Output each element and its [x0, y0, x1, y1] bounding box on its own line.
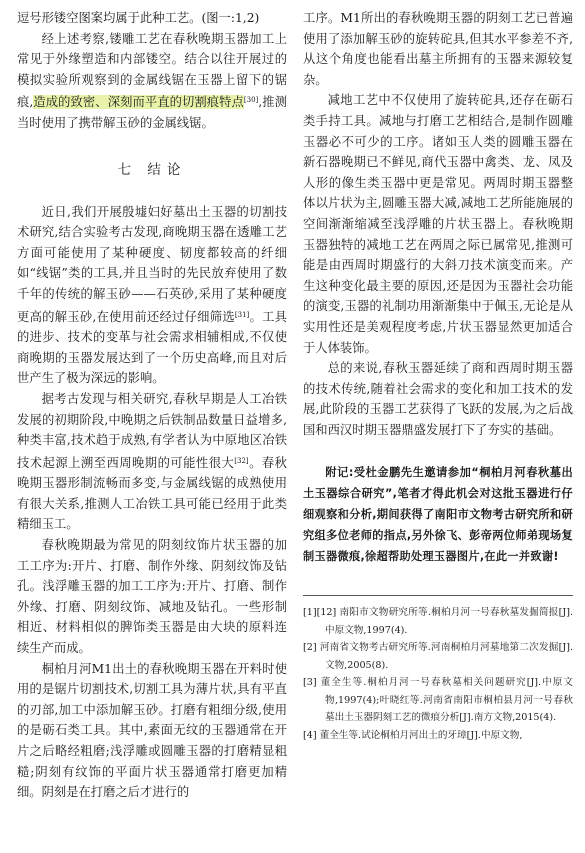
- footnote-divider: [303, 595, 573, 596]
- paragraph: 春秋晚期最为常见的阴刻纹饰片状玉器的加工工序为:开片、打磨、制作外缘、阴刻纹饰及钻孔。浅浮雕玉器的加工工序为:开片、打磨、制作外缘、打磨、阴刻纹饰、减地及钻孔。一些形制相近、材料相似的脾饰类玉器是由大块的原料连续生产而成。: [17, 538, 287, 656]
- reference-item: [2] 河南省文物考古研究所等.河南桐柏月河墓地第二次发掘[J].文物,2005(8).: [303, 642, 573, 671]
- text-span: ,推测当时使用了携带解玉砂的金属线锯。: [17, 95, 287, 130]
- reference-list: [303, 604, 573, 744]
- paragraph: [17, 29, 287, 134]
- paragraph: 减地工艺中不仅使用了旋转砣具,还存在砺石类手持工具。减地与打磨工艺相结合,是制作圆雕玉器必不可少的工序。诸如玉人类的圆雕玉器在新石器晚期已不鲜见,商代玉器中禽类、龙、凤及人形的像生类玉器中更是常见。两周时期玉器整体以片状为主,圆雕玉器大减,减地工艺所能施展的空间渐渐缩减至浅浮雕的片状玉器上。春秋晚期玉器独特的减地工艺在两周之际已属常见,推测可能是由西周时期盛行的大斜刀技术演变而来。产生这种变化最主要的原因,还是因为玉器社会功能的演变,玉器的礼制功用渐渐集中于佩玉,无论是从实用性还是美观程度考虑,片状玉器显然更加适合于人体装饰。: [303, 93, 573, 355]
- reference-item: [4] 董全生等.试论桐柏月河出土的牙璋[J].中原文物,: [303, 729, 523, 741]
- citation: [31]: [234, 310, 250, 319]
- reference-item: [3] 董全生等.桐柏月河一号春秋墓相关问题研究[J].中原文物,1997(4);叶晓红等.河南省南阳市桐柏县月河一号春秋墓出土玉器阴刻工艺的微痕分析[J].南方文物,2015(4).: [303, 677, 573, 724]
- paragraph: 工序。M1所出的春秋晚期玉器的阴刻工艺已普遍使用了添加解玉砂的旋转砣具,但其水平参差不齐,从这个角度也能看出墓主所拥有的玉器来源较复杂。: [303, 11, 573, 87]
- paragraph: [17, 202, 287, 389]
- right-column: [303, 8, 573, 744]
- paragraph: 总的来说,春秋玉器延续了商和西周时期玉器的技术传统,随着社会需求的变化和加工技术的发展,此阶段的玉器工艺获得了飞跃的发展,为之后战国和西汉时期玉器鼎盛发展打下了夯实的基础。: [303, 361, 573, 437]
- text-span: 。工具的进步、技术的变革与社会需求相辅相成,不仅使商晚期的玉器发展达到了一个历史高峰,而且对后世产生了极为深远的影响。: [17, 309, 287, 386]
- highlighted-text: 造成的致密、深刻而平直的切割痕特点: [33, 95, 244, 110]
- reference-item: [1][12] 南阳市文物研究所等.桐柏月河一号春秋墓发掘简报[J].中原文物,1997(4).: [303, 607, 573, 636]
- paragraph: [17, 389, 287, 535]
- text-span: 经上述考察,镂雕工艺在春秋晚期玉器加工上常见于外缘塑造和内部镂空。结合以往开展过的模拟实验所观察到的金属线锯在玉器上留下的锯痕,: [17, 31, 287, 110]
- text-span: 据考古发现与相关研究,春秋早期是人工冶铁发展的初期阶段,中晚期之后铁制品数量日益增多,种类丰富,技术趋于成熟,有学者认为中原地区冶铁技术起源上溯至西周晚期的可能性很大: [17, 391, 287, 470]
- text-span: 。春秋晚期玉器形制流畅而多变,与金属线锯的成熟使用有很大关系,推测人工冶铁工具可能已经用于此类精细玉工。: [17, 455, 287, 532]
- citation: [32]: [234, 456, 249, 465]
- section-title: 七 结论: [117, 161, 187, 178]
- text-span: 近日,我们开展殷墟妇好墓出土玉器的切割技术研究,结合实验考古发现,商晚期玉器在透雕工艺方面可能使用了某种硬度、韧度都较高的纤细如“线锯”类的工具,并且当时的先民放弃使用了数千年的传统的解玉砂——石英砂,采用了某种硬度更高的解玉砂,在使用前还经过仔细筛选: [17, 204, 287, 324]
- left-column: [17, 8, 287, 803]
- citation: [30]: [243, 96, 259, 105]
- acknowledgement: 附记:受杜金鹏先生邀请参加“桐柏月河春秋墓出土玉器综合研究”,笔者才得此机会对这批玉器进行仔细观察和分析,期间获得了南阳市文物考古研究所和研究组多位老师的指点,另外徐飞、彭帝两位师弟现场复制玉器微痕,徐超帮助处理玉器图片,在此一并致谢!: [303, 466, 573, 564]
- paragraph: 逗号形镂空图案均属于此种工艺。(图一:1,2): [17, 11, 260, 25]
- paragraph: 桐柏月河M1出土的春秋晚期玉器在开料时使用的是锯片切割技术,切割工具为薄片状,具有平直的刃部,加工中添加解玉砂。打磨有粗细分级,使用的是砺石类工具。其中,素面无纹的玉器通常在开片之后略经粗磨;浅浮雕或圆雕玉器的打磨精显粗糙;阴刻有纹饰的平面片状玉器通常打磨更加精细。阴刻是在打磨之后才进行的: [17, 661, 287, 800]
